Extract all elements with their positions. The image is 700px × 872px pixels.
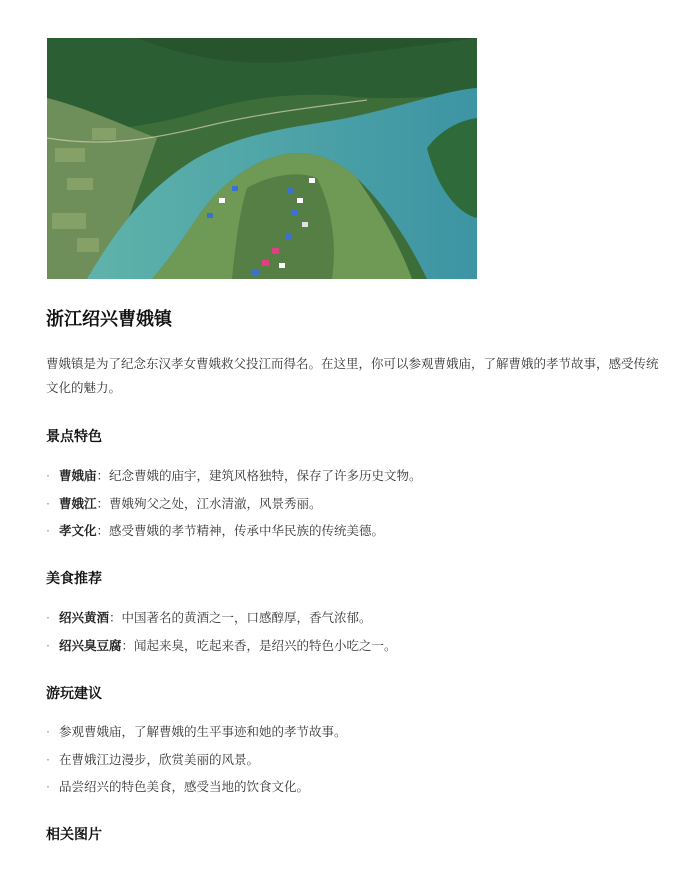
list-item	[46, 517, 422, 545]
list-item	[46, 773, 347, 801]
list-item	[46, 718, 347, 746]
item-term: 孝文化	[58, 523, 97, 538]
food-list	[46, 604, 397, 659]
section-heading-food: 美食推荐	[46, 571, 102, 587]
item-desc: ：中国著名的黄酒之一，口感醇厚，香气浓郁。	[109, 610, 372, 625]
features-list	[46, 462, 422, 545]
page-title: 浙江绍兴曹娥镇	[46, 309, 172, 330]
item-text: 品尝绍兴的特色美食，感受当地的饮食文化。	[58, 779, 309, 794]
bullet-icon: ·	[46, 523, 50, 538]
item-desc: ：曹娥殉父之处，江水清澈，风景秀丽。	[96, 495, 322, 511]
bullet-icon: ·	[46, 495, 50, 511]
intro-paragraph: 曹娥镇是为了纪念东汉孝女曹娥救父投江而得名。在这里，你可以参观曹娥庙，了解曹娥的孝节故事，感受传统文化的魅力。	[46, 356, 659, 395]
item-text: 参观曹娥庙，了解曹娥的生平事迹和她的孝节故事。	[58, 724, 347, 739]
bullet-icon: ·	[46, 468, 50, 483]
bullet-icon: ·	[46, 610, 50, 625]
item-term: 曹娥江	[58, 495, 97, 511]
item-desc: ：纪念曹娥的庙宇，建筑风格独特，保存了许多历史文物。	[96, 468, 422, 483]
section-heading-features: 景点特色	[46, 429, 102, 445]
hero-photo	[47, 38, 477, 279]
item-desc: ：感受曹娥的孝节精神，传承中华民族的传统美德。	[96, 523, 385, 538]
list-item	[46, 632, 397, 660]
item-term: 绍兴黄酒	[58, 610, 109, 625]
tips-list	[46, 718, 347, 801]
list-item	[46, 490, 422, 518]
bullet-icon: ·	[46, 779, 50, 794]
list-item	[46, 462, 422, 490]
item-term: 曹娥庙	[58, 468, 97, 483]
bullet-icon: ·	[46, 751, 50, 767]
item-desc: ：闻起来臭，吃起来香，是绍兴的特色小吃之一。	[121, 637, 397, 653]
list-item	[46, 746, 347, 774]
bullet-icon: ·	[46, 724, 50, 739]
bullet-icon: ·	[46, 637, 50, 653]
aerial-river-village-photo	[47, 38, 477, 279]
section-heading-tips: 游玩建议	[46, 686, 102, 702]
item-term: 绍兴臭豆腐	[58, 637, 122, 653]
list-item	[46, 604, 397, 632]
section-heading-images: 相关图片	[46, 827, 102, 843]
item-text: 在曹娥江边漫步，欣赏美丽的风景。	[58, 751, 259, 767]
